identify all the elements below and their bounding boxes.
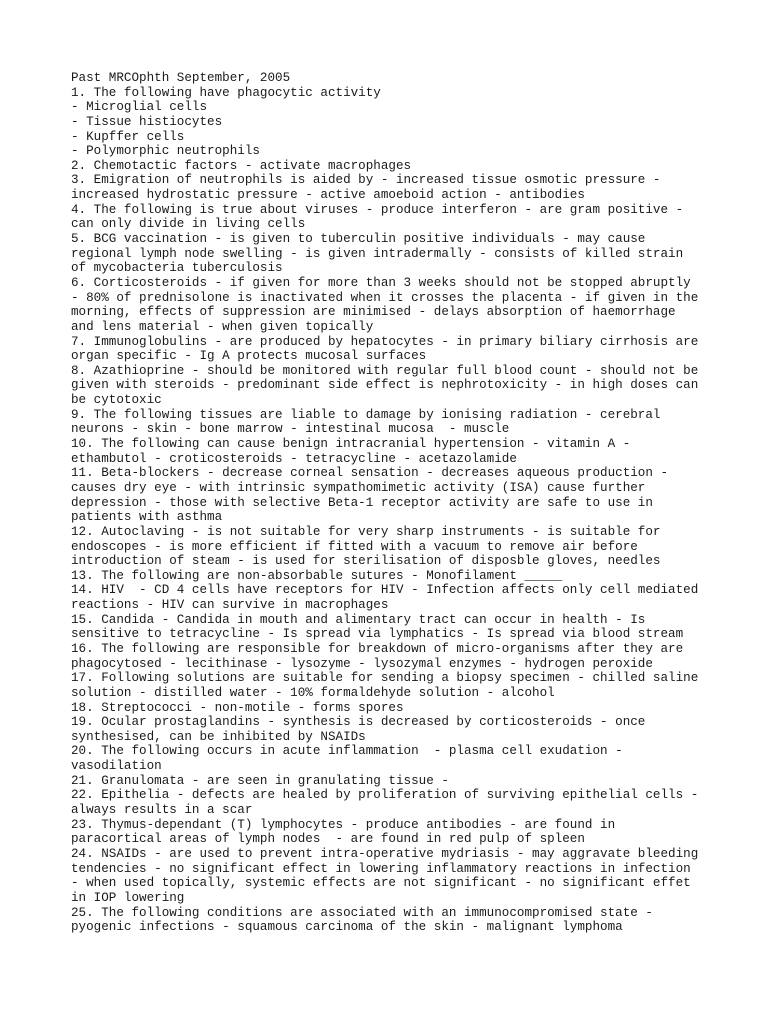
text-line: 14. HIV - CD 4 cells have receptors for HIV - Infection affects only cell mediated	[71, 583, 699, 598]
text-line: 10. The following can cause benign intracranial hypertension - vitamin A -	[71, 437, 631, 452]
text-line: 8. Azathioprine - should be monitored with regular full blood count - should not be	[71, 363, 699, 378]
text-line: be cytotoxic	[71, 393, 162, 408]
text-line: 15. Candida - Candida in mouth and alimentary tract can occur in health - Is	[71, 612, 646, 627]
text-line: paracortical areas of lymph nodes - are found in red pulp of spleen	[71, 832, 585, 847]
text-line: solution - distilled water - 10% formaldehyde solution - alcohol	[71, 685, 555, 700]
text-line: always results in a scar	[71, 803, 253, 818]
text-line: neurons - skin - bone marrow - intestinal mucosa - muscle	[71, 422, 510, 437]
text-line: tendencies - no significant effect in lowering inflammatory reactions in infection	[71, 861, 691, 876]
text-line: - Tissue histiocytes	[71, 114, 223, 129]
document-title: Past MRCOphth September, 2005	[71, 71, 291, 85]
text-line: organ specific - Ig A protects mucosal surfaces	[71, 349, 427, 364]
text-line: 19. Ocular prostaglandins - synthesis is decreased by corticosteroids - once	[71, 715, 646, 730]
text-line: 16. The following are responsible for breakdown of micro-organisms after they are	[71, 641, 684, 656]
text-line: phagocytosed - lecithinase - lysozyme - lysozymal enzymes - hydrogen peroxide	[71, 656, 653, 671]
text-line: - Microglial cells	[71, 100, 208, 115]
document-body	[71, 71, 711, 935]
text-line: 6. Corticosteroids - if given for more than 3 weeks should not be stopped abruptly	[71, 275, 691, 290]
text-line: 4. The following is true about viruses - produce interferon - are gram positive -	[71, 202, 684, 217]
text-line: 11. Beta-blockers - decrease corneal sensation - decreases aqueous production -	[71, 466, 669, 481]
text-line: 21. Granulomata - are seen in granulating tissue -	[71, 773, 449, 788]
text-line: vasodilation	[71, 759, 162, 774]
text-line: and lens material - when given topically	[71, 319, 374, 334]
text-line: depression - those with selective Beta-1 receptor activity are safe to use in	[71, 495, 653, 510]
text-line: regional lymph node swelling - is given intradermally - consists of killed strain	[71, 246, 684, 261]
text-line: - Kupffer cells	[71, 129, 185, 144]
text-line: - Polymorphic neutrophils	[71, 144, 260, 159]
text-line: of mycobacteria tuberculosis	[71, 261, 283, 276]
text-line: 13. The following are non-absorbable sutures - Monofilament _____	[71, 568, 563, 583]
text-line: 20. The following occurs in acute inflammation - plasma cell exudation -	[71, 744, 623, 759]
text-line: 1. The following have phagocytic activity	[71, 85, 381, 100]
text-line: causes dry eye - with intrinsic sympathomimetic activity (ISA) cause further	[71, 480, 646, 495]
text-line: increased hydrostatic pressure - active amoeboid action - antibodies	[71, 188, 585, 203]
text-line: 25. The following conditions are associated with an immunocompromised state -	[71, 905, 653, 920]
text-line: morning, effects of suppression are minimised - delays absorption of haemorrhage	[71, 305, 676, 320]
text-line: in IOP lowering	[71, 890, 185, 905]
text-line: - when used topically, systemic effects are not significant - no significant effet	[71, 876, 691, 891]
text-line: 12. Autoclaving - is not suitable for very sharp instruments - is suitable for	[71, 524, 661, 539]
text-line: synthesised, can be inhibited by NSAIDs	[71, 729, 366, 744]
text-line: 22. Epithelia - defects are healed by proliferation of surviving epithelial cells -	[71, 788, 699, 803]
text-line: 5. BCG vaccination - is given to tuberculin positive individuals - may cause	[71, 232, 646, 247]
text-line: 2. Chemotactic factors - activate macrophages	[71, 158, 412, 173]
text-line: 3. Emigration of neutrophils is aided by - increased tissue osmotic pressure -	[71, 173, 661, 188]
text-line: reactions - HIV can survive in macrophages	[71, 598, 389, 613]
text-line: 17. Following solutions are suitable for sending a biopsy specimen - chilled saline	[71, 671, 699, 686]
text-line: 9. The following tissues are liable to damage by ionising radiation - cerebral	[71, 407, 661, 422]
text-line: 24. NSAIDs - are used to prevent intra-operative mydriasis - may aggravate bleeding	[71, 846, 699, 861]
text-line: 18. Streptococci - non-motile - forms spores	[71, 700, 404, 715]
text-line: given with steroids - predominant side effect is nephrotoxicity - in high doses can	[71, 378, 699, 393]
text-line: introduction of steam - is used for sterilisation of disposble gloves, needles	[71, 554, 661, 569]
text-line: sensitive to tetracycline - Is spread via lymphatics - Is spread via blood stream	[71, 627, 684, 642]
text-line: can only divide in living cells	[71, 217, 306, 232]
text-line: pyogenic infections - squamous carcinoma of the skin - malignant lymphoma	[71, 920, 623, 935]
text-line: 23. Thymus-dependant (T) lymphocytes - produce antibodies - are found in	[71, 817, 616, 832]
text-line: endoscopes - is more efficient if fitted with a vacuum to remove air before	[71, 539, 638, 554]
text-line: 7. Immunoglobulins - are produced by hepatocytes - in primary biliary cirrhosis are	[71, 334, 699, 349]
text-line: - 80% of prednisolone is inactivated when it crosses the placenta - if given in the	[71, 290, 699, 305]
text-line: patients with asthma	[71, 510, 223, 525]
text-line: ethambutol - croticosteroids - tetracycline - acetazolamide	[71, 451, 517, 466]
